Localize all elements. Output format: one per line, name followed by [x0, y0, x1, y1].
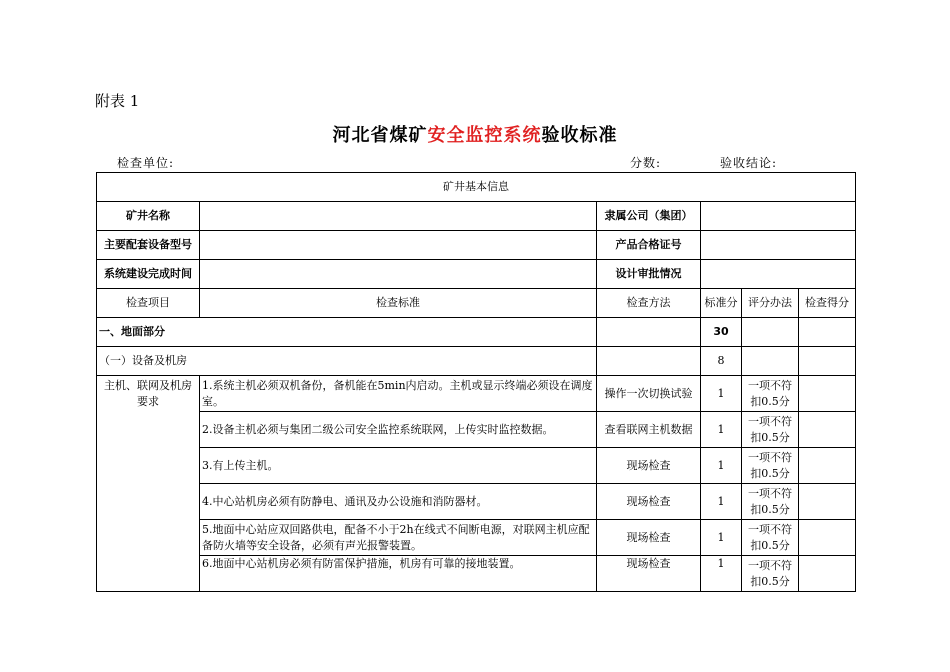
section-result-cell[interactable]	[799, 318, 856, 347]
company-value[interactable]	[701, 202, 856, 231]
section-row	[97, 318, 856, 347]
mine-name-value[interactable]	[200, 202, 597, 231]
table-row	[97, 484, 856, 520]
basic-info-header-row	[97, 173, 856, 202]
rule-text: 一项不符扣0.5分	[742, 376, 799, 412]
table-row	[97, 448, 856, 484]
method-text: 现场检查	[597, 556, 701, 592]
column-header-result: 检查得分	[799, 289, 856, 318]
score-value: 1	[701, 376, 742, 412]
subsection-result-cell[interactable]	[799, 347, 856, 376]
approval-value[interactable]	[701, 260, 856, 289]
section-title: 一、地面部分	[97, 318, 597, 347]
equipment-row	[97, 231, 856, 260]
standard-text: 4.中心站机房必须有防静电、通讯及办公设施和消防器材。	[200, 484, 597, 520]
section-rule-cell	[742, 318, 799, 347]
appendix-label: 附表 1	[95, 92, 140, 110]
basic-info-header: 矿井基本信息	[97, 173, 856, 202]
result-cell[interactable]	[799, 484, 856, 520]
rule-text: 一项不符扣0.5分	[742, 520, 799, 556]
group-label: 主机、联网及机房要求	[97, 376, 200, 592]
rule-text: 一项不符扣0.5分	[742, 412, 799, 448]
title-part-3: 验收标准	[541, 125, 618, 146]
column-header-rule: 评分办法	[742, 289, 799, 318]
certificate-label: 产品合格证号	[597, 231, 701, 260]
rule-text: 一项不符扣0.5分	[742, 484, 799, 520]
standard-text: 1.系统主机必须双机备份，备机能在5min内启动。主机或显示终端必须设在调度室。	[200, 376, 597, 412]
section-method-cell	[597, 318, 701, 347]
subsection-title: （一）设备及机房	[97, 347, 597, 376]
result-cell[interactable]	[799, 412, 856, 448]
method-text: 现场检查	[597, 448, 701, 484]
score-value: 1	[701, 484, 742, 520]
mine-name-label: 矿井名称	[97, 202, 200, 231]
result-cell[interactable]	[799, 448, 856, 484]
rule-text: 一项不符扣0.5分	[742, 556, 799, 592]
section-score: 30	[701, 318, 742, 347]
mine-name-row	[97, 202, 856, 231]
conclusion-label: 验收结论:	[720, 156, 778, 170]
subsection-row	[97, 347, 856, 376]
result-cell[interactable]	[799, 376, 856, 412]
title-part-2-highlight: 安全监控系统	[427, 125, 542, 146]
method-text: 查看联网主机数据	[597, 412, 701, 448]
completion-value[interactable]	[200, 260, 597, 289]
method-text: 现场检查	[597, 520, 701, 556]
standard-text: 3.有上传主机。	[200, 448, 597, 484]
acceptance-standard-table	[96, 172, 856, 592]
table-row	[97, 520, 856, 556]
column-header-standard: 检查标准	[200, 289, 597, 318]
subsection-method-cell	[597, 347, 701, 376]
score-value: 1	[701, 448, 742, 484]
company-label: 隶属公司（集团）	[597, 202, 701, 231]
completion-row	[97, 260, 856, 289]
standard-text: 6.地面中心站机房必须有防雷保护措施，机房有可靠的接地装置。	[200, 556, 597, 592]
score-value: 1	[701, 556, 742, 592]
approval-label: 设计审批情况	[597, 260, 701, 289]
certificate-value[interactable]	[701, 231, 856, 260]
subsection-rule-cell	[742, 347, 799, 376]
score-value: 1	[701, 412, 742, 448]
subsection-score: 8	[701, 347, 742, 376]
column-header-item: 检查项目	[97, 289, 200, 318]
score-value: 1	[701, 520, 742, 556]
table-row	[97, 556, 856, 592]
column-header-row	[97, 289, 856, 318]
equipment-value[interactable]	[200, 231, 597, 260]
equipment-label: 主要配套设备型号	[97, 231, 200, 260]
column-header-method: 检查方法	[597, 289, 701, 318]
column-header-score: 标准分	[701, 289, 742, 318]
inspection-unit-label: 检查单位:	[117, 156, 175, 170]
result-cell[interactable]	[799, 556, 856, 592]
document-title	[0, 121, 950, 147]
title-part-1: 河北省煤矿	[332, 125, 428, 146]
standard-text: 2.设备主机必须与集团二级公司安全监控系统联网，上传实时监控数据。	[200, 412, 597, 448]
result-cell[interactable]	[799, 520, 856, 556]
standard-text: 5.地面中心站应双回路供电，配备不小于2h在线式不间断电源，对联网主机应配备防火墙等安全设备，必须有声光报警装置。	[200, 520, 597, 556]
method-text: 操作一次切换试验	[597, 376, 701, 412]
table-row	[97, 412, 856, 448]
method-text: 现场检查	[597, 484, 701, 520]
rule-text: 一项不符扣0.5分	[742, 448, 799, 484]
table-row	[97, 376, 856, 412]
completion-label: 系统建设完成时间	[97, 260, 200, 289]
score-label: 分数:	[630, 156, 662, 170]
